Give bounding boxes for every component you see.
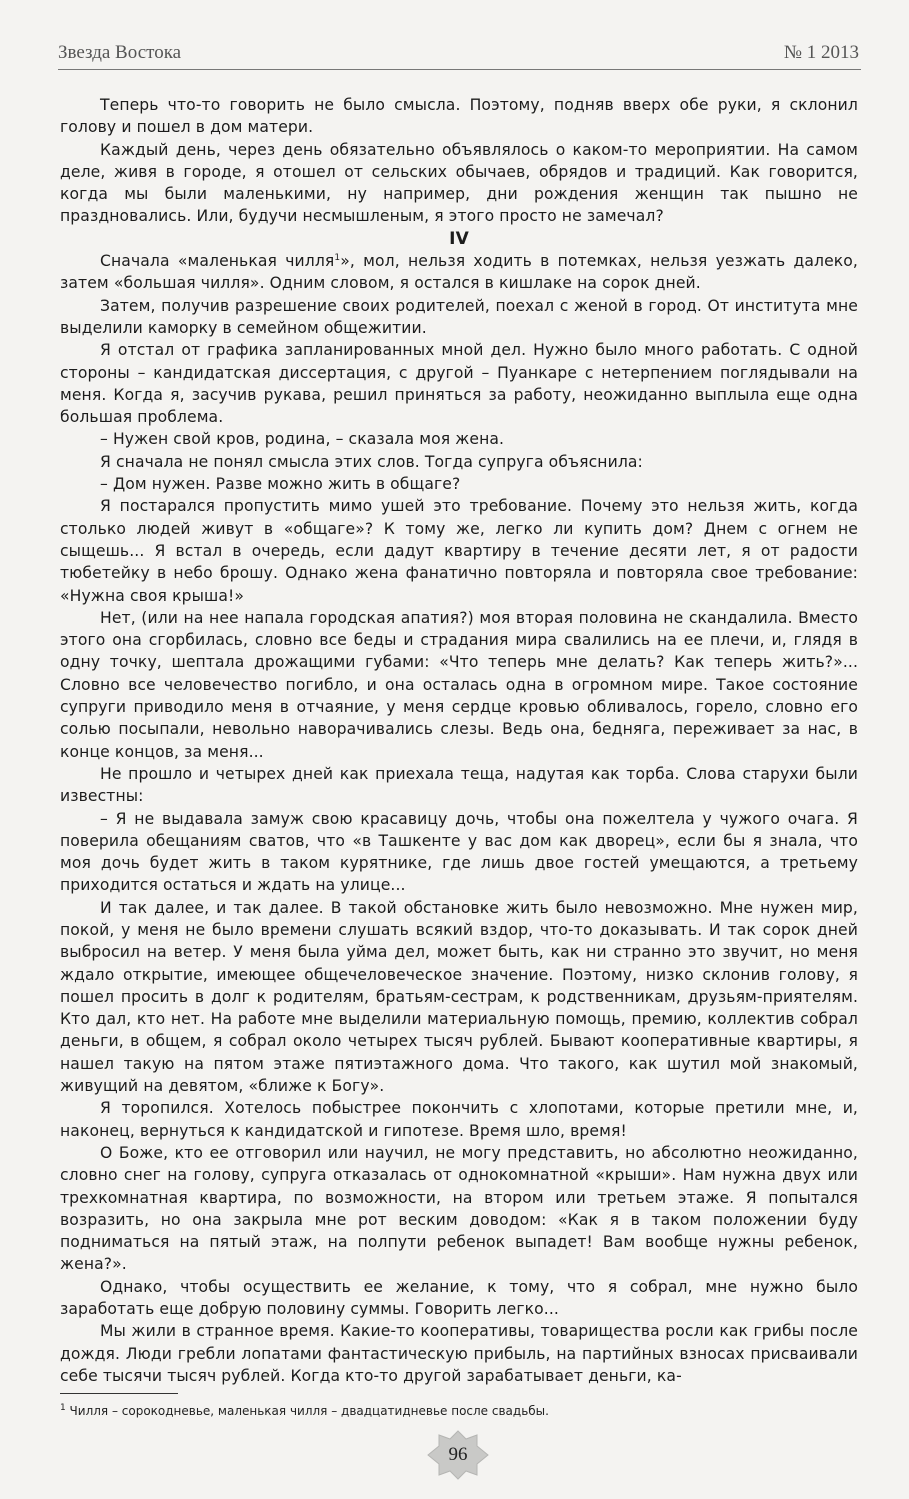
footnote-divider bbox=[60, 1393, 178, 1394]
paragraph: – Я не выдавала замуж свою красавицу дочь, чтобы она пожелтела у чужого очага. Я поверила обещаниям сватов, что «в Ташкенте у вас дом как дворец», если бы я знала, что моя дочь будет жить в таком курятнике, где лишь двое гостей умещаются, а третьему приходится остаться и ждать на улице... bbox=[60, 809, 858, 895]
issue-number: № 1 2013 bbox=[783, 42, 859, 63]
paragraph bbox=[60, 250, 858, 295]
paragraph: Я отстал от графика запланированных мной дел. Нужно было много работать. С одной стороны – кандидатская диссертация, с другой – Пуанкаре с нетерпением поглядывали на меня. Когда я, засучив рукава, решил приняться за работу, неожиданно выплыла еще одна большая проблема. bbox=[60, 341, 858, 427]
footnote-ref[interactable]: 1 bbox=[334, 252, 341, 263]
paragraph-text: », мол, нельзя ходить в потемках, нельзя уезжать далеко, затем «большая чилля». Одним словом, я остался в кишлаке на сорок дней. bbox=[60, 252, 858, 293]
paragraph: Я постарался пропустить мимо ушей это требование. Почему это нельзя жить, когда столько людей живут в «общаге»? К тому же, легко ли купить дом? Днем с огнем не сыщешь... Я встал в очередь, если дадут квартиру в течение десяти лет, я от радости тюбетейку в небо брошу. Однако жена фанатично повторяла и повторяла свое требование: «Нужна своя крыша!» bbox=[60, 497, 858, 605]
paragraph: Я торопился. Хотелось побыстрее покончить с хлопотами, которые претили мне, и, наконец, вернуться к кандидатской и гипотезе. Время шло, время! bbox=[60, 1099, 858, 1140]
footnote-text: Чилля – сорокодневье, маленькая чилля – двадцатидневье после свадьбы. bbox=[65, 1404, 549, 1418]
paragraph: Нет, (или на нее напала городская апатия?) моя вторая половина не скандалила. Вместо этого она сгорбилась, словно все беды и страдания мира свалились на ее плечи, и, глядя в одну точку, шептала дрожащими губами: «Что теперь мне делать? Как теперь жить?»... Словно все человечество погибло, и она осталась одна в огромном мире. Такое состояние супруги приводило меня в отчаяние, у меня сердце кровью обливалось, горело, словно его солью посыпали, невольно наворачивались слезы. Ведь она, бедняга, переживает за нас, в конце концов, за меня... bbox=[60, 608, 858, 761]
footnote bbox=[60, 1404, 858, 1418]
paragraph: Не прошло и четырех дней как приехала теща, надутая как торба. Слова старухи были известны: bbox=[60, 764, 858, 806]
page-number: 96 bbox=[448, 1444, 468, 1465]
header-divider bbox=[58, 69, 861, 70]
paragraph: Затем, получив разрешение своих родителей, поехал с женой в город. От института мне выделили каморку в семейном общежитии. bbox=[60, 296, 858, 337]
paragraph: О Боже, кто ее отговорил или научил, не могу представить, но абсолютно неожиданно, словно снег на голову, супруга отказалась от однокомнатной «крыши». Нам нужна двух или трехкомнатная квартира, по возможности, на втором или третьем этаже. Я попытался возразить, но она закрыла мне рот веским доводом: «Как я в таком положении буду подниматься на пятый этаж, на полпути ребенок выпадет! Вам вообще нужны ребенок, жена?». bbox=[60, 1143, 858, 1274]
article-body bbox=[60, 94, 858, 1387]
paragraph: И так далее, и так далее. В такой обстановке жить было невозможно. Мне нужен мир, покой, у меня не было времени слушать всякий вздор, что-то доказывать. И так сорок дней выбросил на ветер. У меня была уйма дел, может быть, как ни странно это звучит, но меня ждало открытие, имеющее общечеловеческое значение. Поэтому, низко склонив голову, я пошел просить в долг к родителям, братьям-сестрам, к родственникам, друзьям-приятелям. Кто дал, кто нет. На работе мне выделили материальную помощь, премию, коллектив собрал деньги, в общем, я собрал около четырех тысяч рублей. Бывают кооперативные квартиры, я нашел такую на пятом этаже пятиэтажного дома. Что такого, как шутил мой знакомый, живущий на девятом, «ближе к Богу». bbox=[60, 898, 858, 1096]
section-heading: IV bbox=[449, 228, 469, 249]
paragraph: Мы жили в странное время. Какие-то кооперативы, товарищества росли как грибы после дождя. Люди гребли лопатами фантастическую прибыль, на партийных взносах присваивали себе тысячи тысяч рублей. Когда кто-то другой зарабатывает деньги, ка- bbox=[60, 1322, 858, 1385]
paragraph: Каждый день, через день обязательно объявлялось о каком-то мероприятии. На самом деле, живя в городе, я отошел от сельских обычаев, обрядов и традиций. Как говорится, когда мы были маленькими, ну например, дни рождения женщин так пышно не праздновались. Или, будучи несмышленым, я этого просто не замечал? bbox=[60, 140, 858, 226]
paragraph: – Нужен свой кров, родина, – сказала моя жена. bbox=[100, 430, 505, 449]
paragraph: Однако, чтобы осуществить ее желание, к тому, что я собрал, мне нужно было заработать еще добрую половину суммы. Говорить легко... bbox=[60, 1277, 858, 1319]
paragraph: Теперь что-то говорить не было смысла. Поэтому, подняв вверх обе руки, я склонил голову и пошел в дом матери. bbox=[60, 96, 858, 137]
footnote-marker: 1 bbox=[60, 1403, 66, 1413]
paragraph: Я сначала не понял смысла этих слов. Тогда супруга объяснила: bbox=[100, 452, 643, 471]
journal-title: Звезда Востока bbox=[58, 42, 182, 63]
page-number-badge bbox=[427, 1430, 489, 1480]
paragraph-text: Сначала «маленькая чилля bbox=[100, 252, 335, 271]
paragraph: – Дом нужен. Разве можно жить в общаге? bbox=[100, 475, 461, 494]
